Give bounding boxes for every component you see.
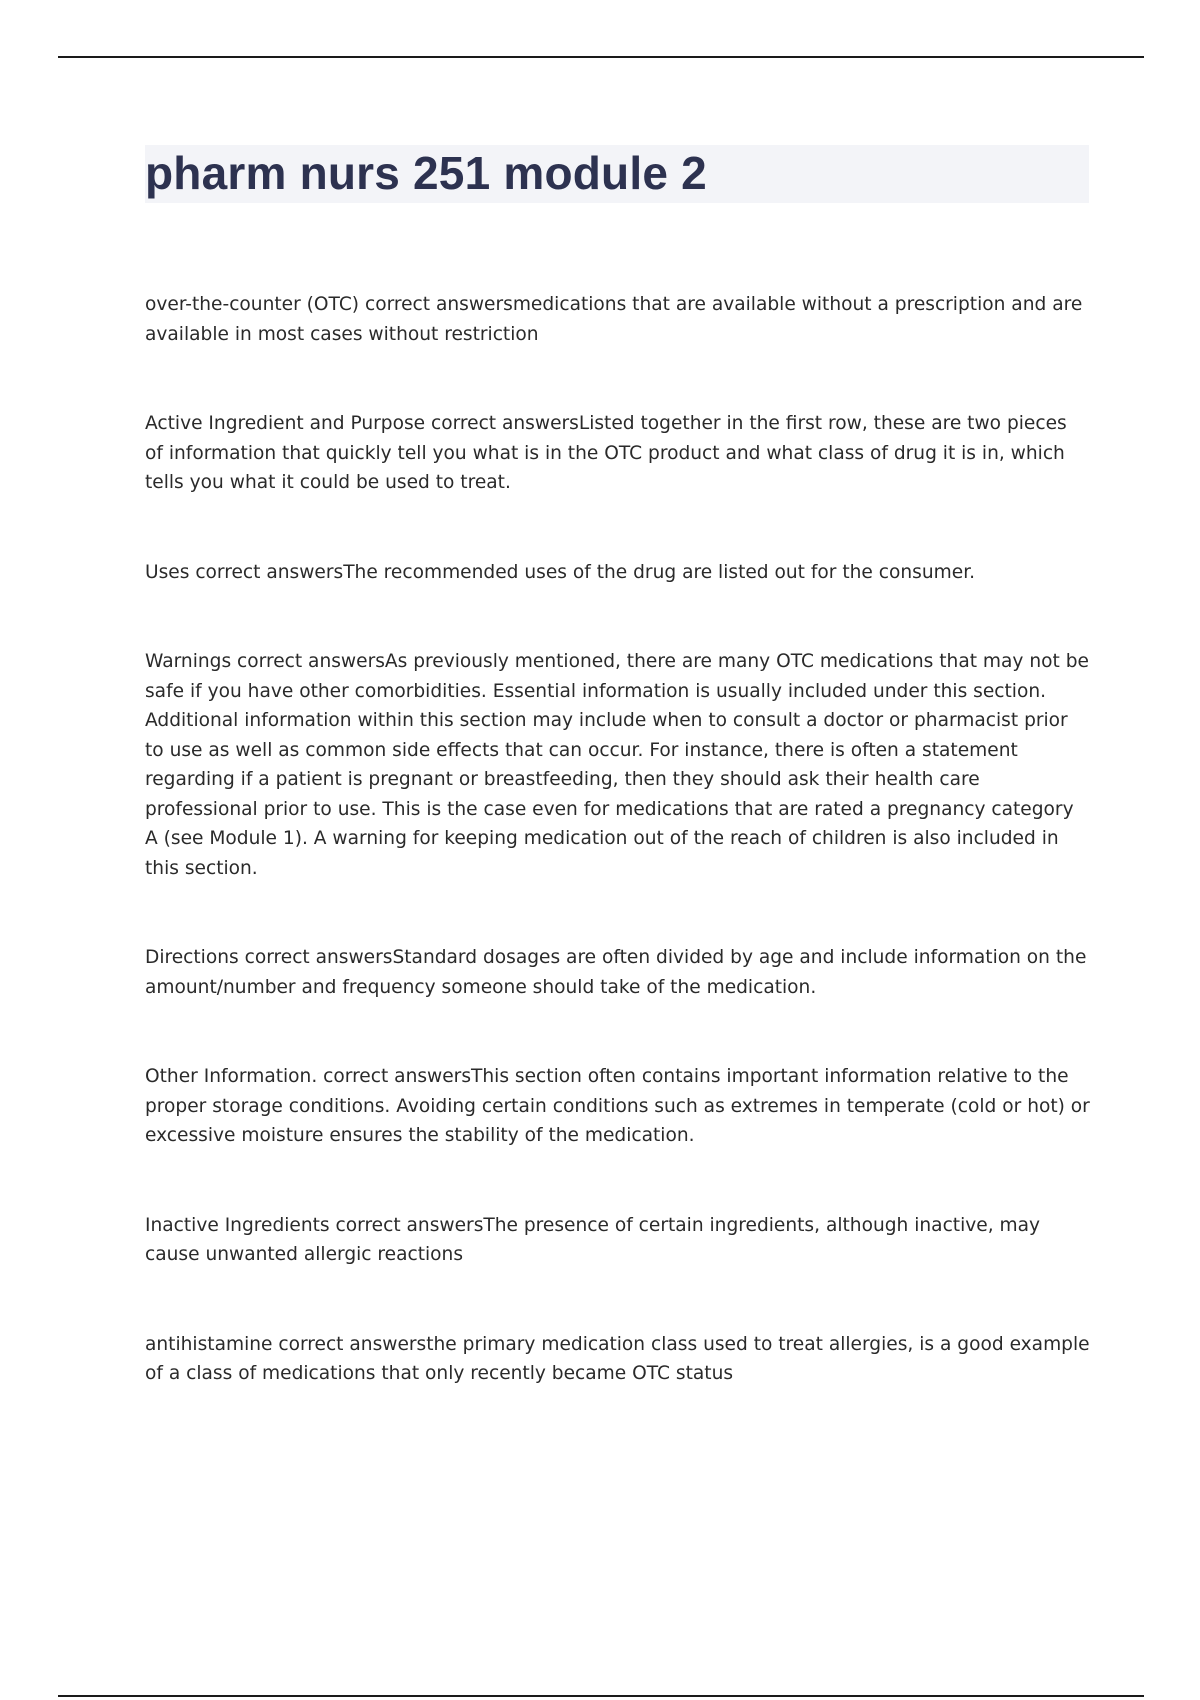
qa-entry-otc: over-the-counter (OTC) correct answersmedications that are available without a prescription and are available in most cases without restriction <box>145 294 1083 345</box>
bottom-rule <box>58 1695 1144 1697</box>
qa-entry-inactive-ingredients: Inactive Ingredients correct answersThe presence of certain ingredients, although inactive, may cause unwanted allergic reactions <box>145 1214 1041 1265</box>
qa-entry-other-information: Other Information. correct answersThis section often contains important information relative to the proper storage conditions. Avoiding certain conditions such as extremes in temperate (cold or hot) or excessive moisture ensures the stability of the medication. <box>145 1066 1090 1146</box>
qa-entry-uses: Uses correct answersThe recommended uses of the drug are listed out for the consumer. <box>145 561 976 583</box>
qa-list <box>145 290 1090 1449</box>
page-title: pharm nurs 251 module 2 <box>145 147 707 199</box>
qa-entry-active-ingredient: Active Ingredient and Purpose correct answersListed together in the first row, these are two pieces of information that quickly tell you what is in the OTC product and what class of drug it is in, which tells you what it could be used to treat. <box>145 413 1067 493</box>
qa-entry-warnings: Warnings correct answersAs previously mentioned, there are many OTC medications that may not be safe if you have other comorbidities. Essential information is usually included under this section. Additional information within this section may include when to consult a doctor or pharmacist prior to use as well as common side effects that can occur. For instance, there is often a statement regarding if a patient is pregnant or breastfeeding, then they should ask their health care professional prior to use. This is the case even for medications that are rated a pregnancy category A (see Module 1). A warning for keeping medication out of the reach of children is also included in this section. <box>145 651 1089 879</box>
qa-entry-antihistamine: antihistamine correct answersthe primary medication class used to treat allergies, is a good example of a class of medications that only recently became OTC status <box>145 1333 1090 1384</box>
qa-entry-directions: Directions correct answersStandard dosages are often divided by age and include information on the amount/number and frequency someone should take of the medication. <box>145 947 1087 998</box>
top-rule <box>58 56 1144 58</box>
